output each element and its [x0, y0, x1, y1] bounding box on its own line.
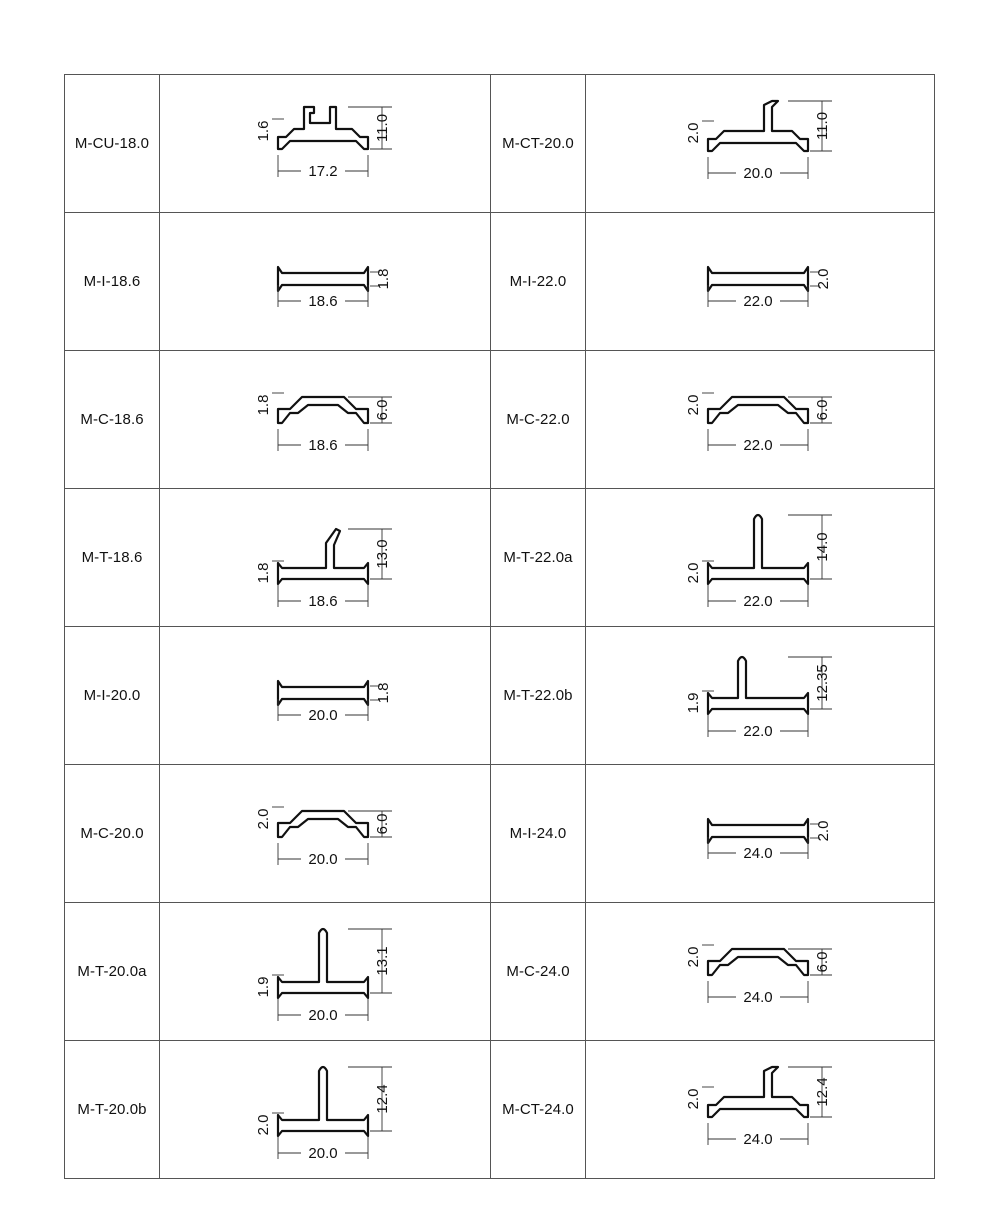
- profile-drawing-cell: [160, 1041, 491, 1179]
- profile-drawing-cell: [586, 213, 935, 351]
- profile-drawing: [160, 351, 490, 488]
- profile-name: M-T-20.0b: [65, 1041, 160, 1179]
- width-label: 24.0: [743, 989, 773, 1006]
- profile-name: M-T-20.0a: [65, 903, 160, 1041]
- profile-drawing-cell: [160, 765, 491, 903]
- profile-name: M-I-22.0: [491, 213, 586, 351]
- profile-drawing-cell: [160, 351, 491, 489]
- width-label: 22.0: [743, 723, 773, 740]
- profile-drawing: [586, 627, 934, 764]
- profile-drawing: [586, 903, 934, 1040]
- profile-shape: [708, 101, 808, 151]
- profile-drawing: [160, 213, 490, 350]
- profile-name: M-T-22.0a: [491, 489, 586, 627]
- profile-drawing: [160, 903, 490, 1040]
- width-label: 22.0: [743, 293, 773, 310]
- thickness-label: 2.0: [685, 562, 702, 584]
- profile-drawing: [160, 489, 490, 626]
- profile-drawing: [160, 1041, 490, 1178]
- profile-drawing: [586, 489, 934, 626]
- profile-shape: [708, 949, 808, 975]
- profile-shape: [708, 819, 808, 843]
- thickness-label: 2.0: [685, 122, 702, 144]
- table-row: [65, 627, 935, 765]
- profile-shape: [708, 1067, 808, 1117]
- profile-drawing: [586, 351, 934, 488]
- profile-drawing-cell: [586, 351, 935, 489]
- profile-shape: [278, 397, 368, 423]
- profile-catalog-table: [64, 74, 935, 1179]
- profile-drawing-cell: [160, 213, 491, 351]
- thickness-label: 2.0: [685, 394, 702, 416]
- profile-drawing: [586, 765, 934, 902]
- width-label: 22.0: [743, 593, 773, 610]
- table-row: [65, 213, 935, 351]
- profile-drawing-cell: [586, 903, 935, 1041]
- thickness-label: 2.0: [815, 820, 832, 842]
- width-label: 18.6: [308, 437, 338, 454]
- profile-shape: [278, 107, 368, 149]
- width-label: 20.0: [308, 851, 338, 868]
- height-label: 6.0: [374, 399, 391, 421]
- thickness-label: 2.0: [685, 946, 702, 968]
- profile-drawing-cell: [160, 627, 491, 765]
- profile-drawing-cell: [586, 489, 935, 627]
- table-row: [65, 489, 935, 627]
- height-label: 13.0: [374, 539, 391, 569]
- height-label: 6.0: [374, 813, 391, 835]
- profile-name: M-I-24.0: [491, 765, 586, 903]
- width-label: 24.0: [743, 1131, 773, 1148]
- thickness-label: 1.8: [375, 682, 392, 704]
- thickness-label: 2.0: [255, 1114, 272, 1136]
- height-label: 6.0: [814, 951, 831, 973]
- profile-name: M-C-22.0: [491, 351, 586, 489]
- thickness-label: 1.8: [255, 562, 272, 584]
- height-label: 12.35: [814, 664, 831, 702]
- profile-name: M-I-20.0: [65, 627, 160, 765]
- profile-name: M-C-18.6: [65, 351, 160, 489]
- height-label: 6.0: [814, 399, 831, 421]
- profile-shape: [708, 397, 808, 423]
- table-row: [65, 765, 935, 903]
- thickness-label: 2.0: [685, 1088, 702, 1110]
- profile-name: M-I-18.6: [65, 213, 160, 351]
- width-label: 18.6: [308, 593, 338, 610]
- thickness-label: 1.9: [255, 976, 272, 998]
- profile-shape: [278, 811, 368, 837]
- profile-shape: [708, 657, 808, 714]
- table-row: [65, 351, 935, 489]
- table-row: [65, 903, 935, 1041]
- profile-name: M-T-18.6: [65, 489, 160, 627]
- profile-name: M-CT-24.0: [491, 1041, 586, 1179]
- profile-name: M-CT-20.0: [491, 75, 586, 213]
- profile-drawing: [160, 765, 490, 902]
- profile-drawing: [586, 1041, 934, 1178]
- profile-name: M-C-24.0: [491, 903, 586, 1041]
- thickness-label: 1.8: [255, 394, 272, 416]
- profile-drawing-cell: [586, 627, 935, 765]
- profile-name: M-CU-18.0: [65, 75, 160, 213]
- table-body: [65, 75, 935, 1179]
- profile-drawing-cell: [586, 1041, 935, 1179]
- profile-drawing-cell: [160, 903, 491, 1041]
- thickness-label: 1.6: [255, 120, 272, 142]
- thickness-label: 1.8: [375, 268, 392, 290]
- profile-drawing-cell: [160, 75, 491, 213]
- thickness-label: 2.0: [255, 808, 272, 830]
- height-label: 11.0: [814, 111, 831, 141]
- profile-shape: [278, 1067, 368, 1136]
- height-label: 12.4: [374, 1084, 391, 1114]
- profile-shape: [278, 929, 368, 998]
- table-row: [65, 75, 935, 213]
- width-label: 20.0: [308, 1007, 338, 1024]
- profile-drawing-cell: [586, 765, 935, 903]
- profile-drawing: [160, 627, 490, 764]
- profile-drawing-cell: [586, 75, 935, 213]
- width-label: 20.0: [308, 1145, 338, 1162]
- width-label: 24.0: [743, 845, 773, 862]
- width-label: 22.0: [743, 437, 773, 454]
- profile-drawing-cell: [160, 489, 491, 627]
- width-label: 17.2: [308, 163, 338, 180]
- profile-shape: [278, 681, 368, 705]
- width-label: 20.0: [308, 707, 338, 724]
- height-label: 11.0: [374, 113, 391, 143]
- height-label: 13.1: [374, 946, 391, 976]
- height-label: 14.0: [814, 532, 831, 562]
- thickness-label: 1.9: [685, 692, 702, 714]
- profile-drawing: [586, 213, 934, 350]
- height-label: 12.4: [814, 1077, 831, 1107]
- profile-shape: [278, 529, 368, 584]
- profile-drawing: [160, 75, 490, 212]
- profile-name: M-T-22.0b: [491, 627, 586, 765]
- thickness-label: 2.0: [815, 268, 832, 290]
- profile-shape: [708, 515, 808, 584]
- width-label: 20.0: [743, 165, 773, 182]
- profile-drawing: [586, 75, 934, 212]
- profile-name: M-C-20.0: [65, 765, 160, 903]
- width-label: 18.6: [308, 293, 338, 310]
- table-row: [65, 1041, 935, 1179]
- profile-shape: [708, 267, 808, 291]
- profile-shape: [278, 267, 368, 291]
